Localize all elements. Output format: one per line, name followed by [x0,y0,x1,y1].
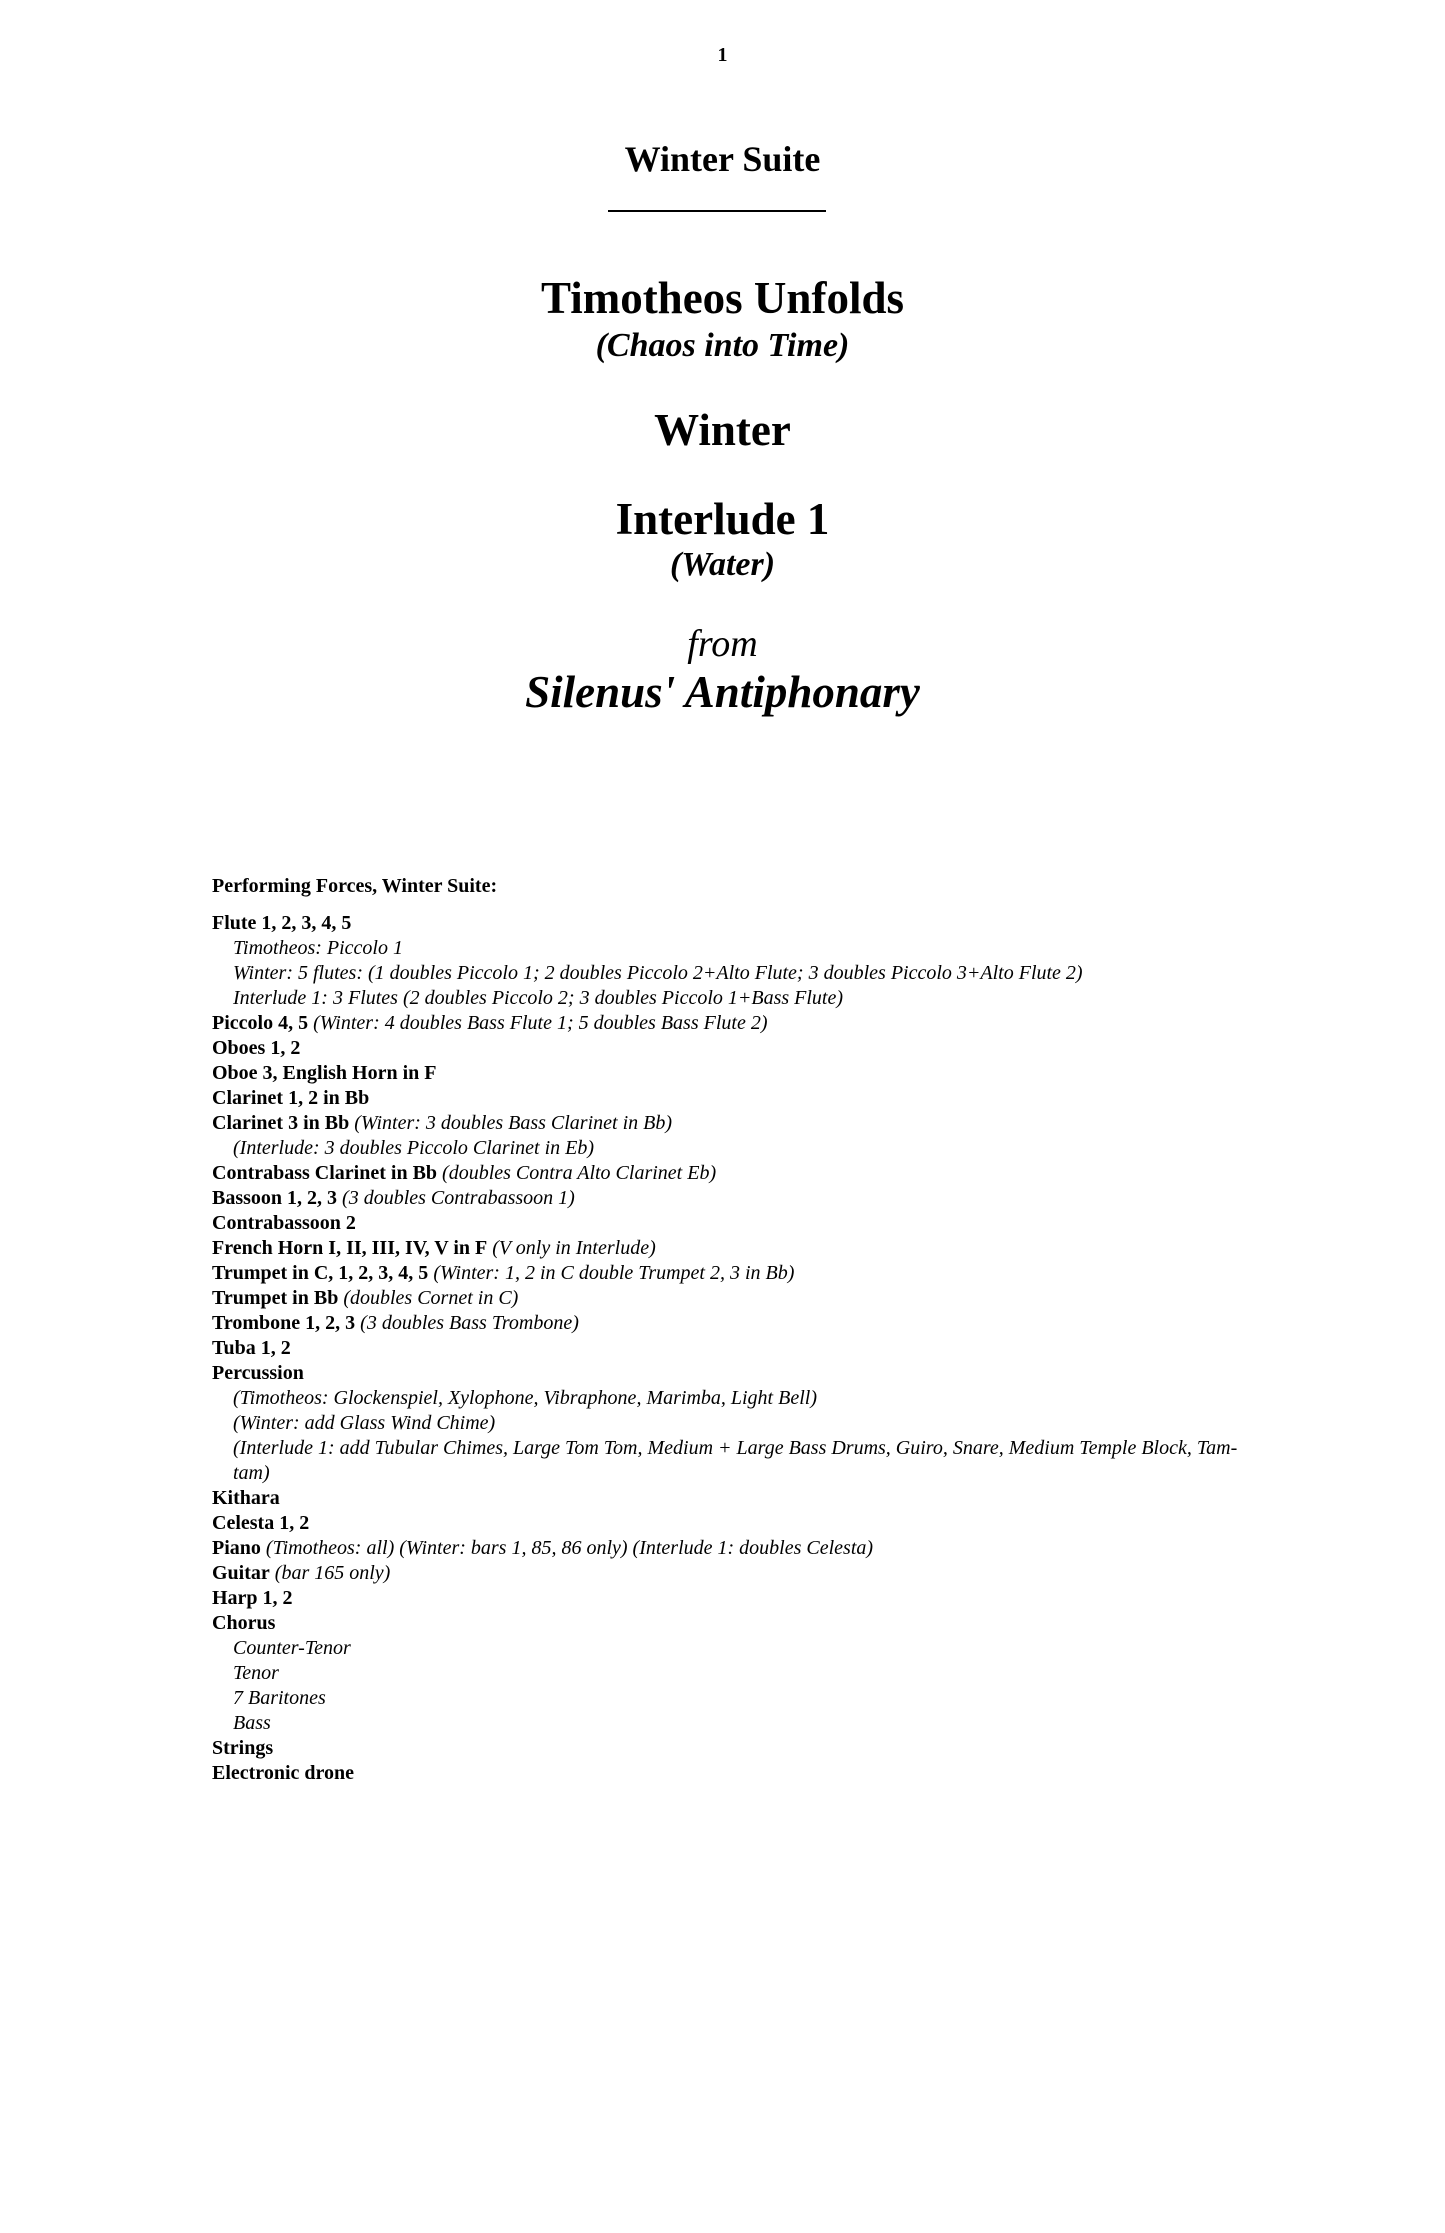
instrument-note: (Interlude: 3 doubles Piccolo Clarinet in Eb) [233,1137,595,1159]
instrument-note: (Timotheos: Glockenspiel, Xylophone, Vibraphone, Marimba, Light Bell) [233,1387,817,1409]
instrument-bassoon [212,1186,1272,1211]
instrument-name: Bassoon 1, 2, 3 [212,1187,338,1209]
forces-heading: Performing Forces, Winter Suite: [212,875,498,897]
title-interlude: Interlude 1 [615,494,830,544]
subtitle-timotheos: (Chaos into Time) [595,327,850,364]
instrument-note: Winter: 5 flutes: (1 doubles Piccolo 1; 2 doubles Piccolo 2+Alto Flute; 3 doubles Piccolo 3+Alto Flute 2) [233,962,1083,984]
instrument-celesta: Celesta 1, 2 [212,1512,310,1534]
title-timotheos: Timotheos Unfolds [541,273,904,323]
instrument-name: Piccolo 4, 5 [212,1012,309,1034]
title-winter: Winter [654,405,791,455]
chorus-voice: 7 Baritones [233,1687,326,1709]
instrument-piano [212,1536,1272,1561]
performing-forces [212,874,1272,1786]
title-antiphonary: Silenus' Antiphonary [525,667,920,717]
instrument-name: Contrabass Clarinet in Bb [212,1162,438,1184]
instrument-note: (3 doubles Contrabassoon 1) [337,1187,575,1209]
suite-title: Winter Suite [624,139,821,179]
instrument-note: (Winter: 1, 2 in C double Trumpet 2, 3 in Bb) [428,1262,795,1284]
instrument-note: (doubles Cornet in C) [338,1287,519,1309]
instrument-name: Piano [212,1537,261,1559]
instrument-percussion: Percussion [212,1362,304,1384]
chorus-voice: Counter-Tenor [233,1637,351,1659]
instrument-name: Trombone 1, 2, 3 [212,1312,356,1334]
instrument-note: Timotheos: Piccolo 1 [233,937,403,959]
instrument-note: (3 doubles Bass Trombone) [355,1312,579,1334]
instrument-note: (V only in Interlude) [487,1237,656,1259]
instrument-note: (bar 165 only) [269,1562,391,1584]
instrument-trumpet-bb [212,1286,1272,1311]
instrument-trombone [212,1311,1272,1336]
page-number: 1 [717,44,728,66]
instrument-note: (Timotheos: all) (Winter: bars 1, 85, 86 only) (Interlude 1: doubles Celesta) [260,1537,874,1559]
subtitle-interlude: (Water) [669,546,776,583]
instrument-strings: Strings [212,1737,274,1759]
instrument-chorus: Chorus [212,1612,276,1634]
instrument-name: Trumpet in C, 1, 2, 3, 4, 5 [212,1262,429,1284]
instrument-kithara: Kithara [212,1487,280,1509]
instrument-note: (Winter: 3 doubles Bass Clarinet in Bb) [349,1112,673,1134]
instrument-trumpet-c [212,1261,1272,1286]
instrument-oboes: Oboes 1, 2 [212,1037,301,1059]
instrument-guitar [212,1561,1272,1586]
instrument-tuba: Tuba 1, 2 [212,1337,291,1359]
from-label: from [687,623,758,665]
instrument-flute: Flute 1, 2, 3, 4, 5 [212,912,352,934]
instrument-name: Guitar [212,1562,270,1584]
instrument-clarinet3 [212,1111,1272,1136]
instrument-note: (Winter: 4 doubles Bass Flute 1; 5 doubles Bass Flute 2) [308,1012,768,1034]
chorus-voice: Bass [233,1712,271,1734]
instrument-note: (Winter: add Glass Wind Chime) [233,1412,496,1434]
instrument-name: French Horn I, II, III, IV, V in F [212,1237,488,1259]
instrument-note: (doubles Contra Alto Clarinet Eb) [437,1162,717,1184]
instrument-harp: Harp 1, 2 [212,1587,293,1609]
instrument-note: Interlude 1: 3 Flutes (2 doubles Piccolo 2; 3 doubles Piccolo 1+Bass Flute) [233,987,844,1009]
chorus-voice: Tenor [233,1662,279,1684]
title-rule [608,210,826,212]
instrument-contrabassoon: Contrabassoon 2 [212,1212,356,1234]
instrument-contrabass-clarinet [212,1161,1272,1186]
instrument-drone: Electronic drone [212,1762,355,1784]
instrument-piccolo [212,1011,1272,1036]
instrument-note: (Interlude 1: add Tubular Chimes, Large Tom Tom, Medium + Large Bass Drums, Guiro, Snare, Medium Temple Block, Tam-tam) [233,1437,1238,1484]
instrument-horn [212,1236,1272,1261]
instrument-clarinet12: Clarinet 1, 2 in Bb [212,1087,370,1109]
instrument-oboe3: Oboe 3, English Horn in F [212,1062,437,1084]
instrument-name: Clarinet 3 in Bb [212,1112,350,1134]
instrument-name: Trumpet in Bb [212,1287,339,1309]
